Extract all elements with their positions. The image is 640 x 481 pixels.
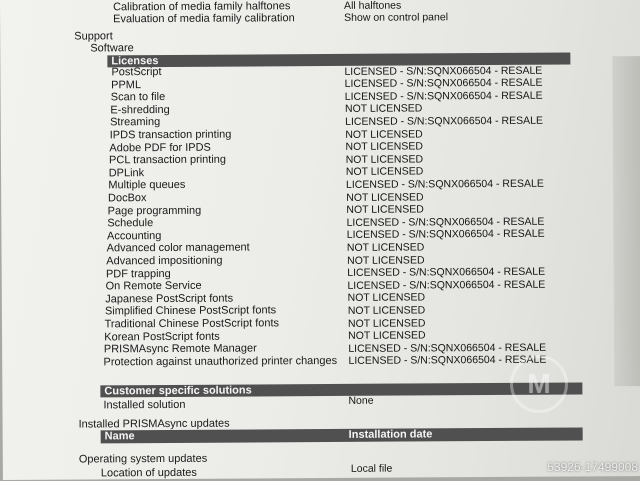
license-name: On Remote Service (105, 279, 202, 293)
license-name: PCL transaction printing (108, 153, 227, 167)
license-status: NOT LICENSED (346, 241, 425, 254)
license-name: Traditional Chinese PostScript fonts (104, 317, 280, 331)
license-name: Scan to file (110, 91, 166, 104)
customer-solutions-header-label: Customer specific solutions (104, 384, 252, 398)
license-status: NOT LICENSED (348, 329, 426, 342)
watermark-logo-icon: M (510, 355, 568, 413)
license-name: Advanced impositioning (106, 254, 223, 268)
reference-id: 53926-17499008 (547, 460, 638, 474)
os-updates-label: Operating system updates (78, 452, 208, 466)
license-name: Multiple queues (108, 179, 186, 192)
license-status: LICENSED - S/N:SQNX066504 - RESALE (344, 64, 543, 78)
license-name: Protection against unauthorized printer changes (103, 354, 338, 369)
license-status: LICENSED - S/N:SQNX066504 - RESALE (344, 76, 543, 90)
license-name: PDF trapping (105, 267, 171, 280)
installed-updates-title: Installed PRISMAsync updates (78, 417, 230, 431)
page-edge (612, 56, 640, 386)
license-status: NOT LICENSED (346, 190, 424, 204)
license-status: LICENSED - S/N:SQNX066504 - RESALE (344, 89, 543, 103)
license-status: NOT LICENSED (347, 316, 426, 330)
license-name: Streaming (110, 116, 161, 129)
setting-value: All halftones (344, 0, 402, 12)
license-status: NOT LICENSED (347, 291, 426, 305)
license-status: LICENSED - S/N:SQNX066504 - RESALE (348, 353, 547, 368)
license-status: NOT LICENSED (346, 203, 424, 216)
license-name: Adobe PDF for IPDS (109, 141, 211, 154)
license-name: IPDS transaction printing (109, 128, 232, 142)
licenses-header-label: Licenses (111, 55, 159, 68)
license-status: LICENSED - S/N:SQNX066504 - RESALE (348, 341, 547, 355)
license-status: NOT LICENSED (345, 140, 423, 153)
license-status: NOT LICENSED (347, 253, 425, 267)
license-name: E-shredding (110, 103, 170, 117)
location-updates-value: Local file (350, 462, 393, 475)
license-status: LICENSED - S/N:SQNX066504 - RESALE (346, 227, 545, 242)
license-name: Advanced color management (106, 241, 250, 255)
license-name: PostScript (111, 66, 162, 79)
installed-solution-label: Installed solution (103, 398, 186, 412)
section-software: Software (90, 42, 134, 55)
license-name: PRISMAsync Remote Manager (103, 342, 257, 356)
setting-label: Evaluation of media family calibration (113, 12, 295, 26)
license-name: Schedule (107, 217, 154, 230)
license-name: Page programming (107, 204, 202, 217)
license-name: Japanese PostScript fonts (105, 292, 234, 306)
col-installation-date: Installation date (348, 428, 433, 441)
updates-table-header (101, 427, 583, 443)
setting-label: Calibration of media family halftones (113, 0, 291, 14)
license-status: NOT LICENSED (345, 127, 423, 141)
license-name: Accounting (106, 229, 162, 243)
license-status: NOT LICENSED (347, 304, 426, 317)
license-status: LICENSED - S/N:SQNX066504 - RESALE (345, 114, 544, 128)
setting-value: Show on control panel (344, 11, 449, 24)
license-name: PPML (111, 78, 142, 91)
license-name: Simplified Chinese PostScript fonts (104, 304, 277, 318)
license-status: LICENSED - S/N:SQNX066504 - RESALE (347, 278, 546, 292)
license-status: NOT LICENSED (345, 165, 424, 179)
installed-solution-value: None (348, 394, 374, 407)
license-status: NOT LICENSED (345, 153, 424, 166)
col-name: Name (104, 430, 135, 443)
license-status: LICENSED - S/N:SQNX066504 - RESALE (347, 265, 546, 279)
license-status: LICENSED - S/N:SQNX066504 - RESALE (346, 215, 545, 229)
license-status: NOT LICENSED (344, 102, 423, 116)
license-name: DPLink (108, 166, 145, 180)
license-name: DocBox (107, 192, 147, 205)
license-name: Korean PostScript fonts (104, 330, 220, 343)
location-updates-label: Location of updates (100, 466, 197, 480)
section-support: Support (74, 30, 113, 43)
license-status: LICENSED - S/N:SQNX066504 - RESALE (345, 177, 544, 191)
